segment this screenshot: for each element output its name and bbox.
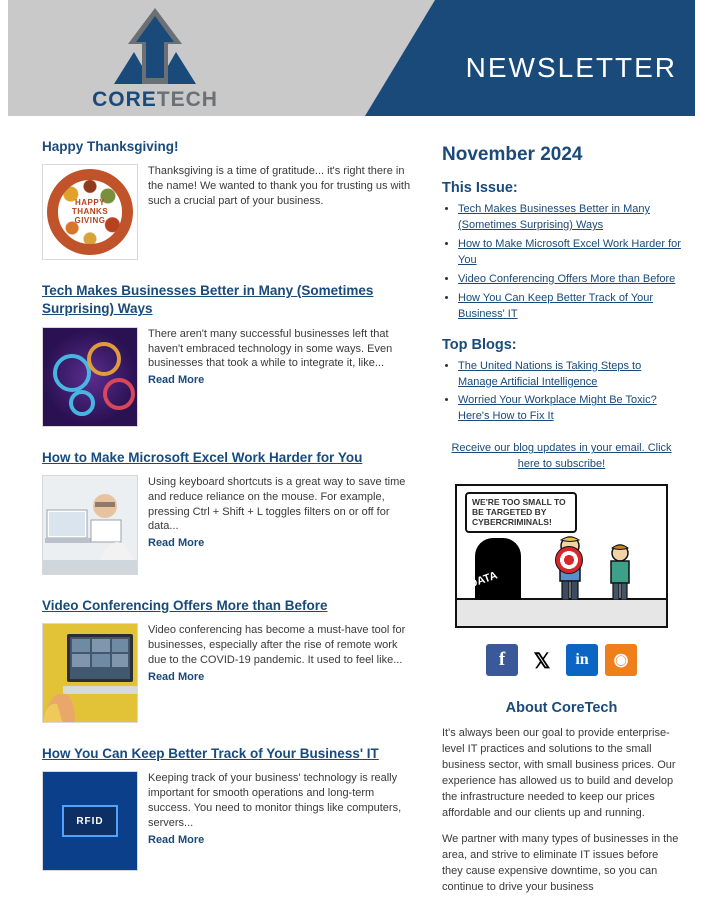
this-issue-link[interactable]: Video Conferencing Offers More than Before (458, 272, 676, 285)
list-item[interactable] (458, 272, 681, 288)
top-blogs-heading: Top Blogs: (442, 336, 517, 353)
list-item[interactable] (458, 237, 681, 269)
thumbnail-caption: HAPPY THANKS GIVING (71, 198, 109, 225)
top-blog-link[interactable]: The United Nations is Taking Steps to Manage Artificial Intelligence (458, 359, 642, 388)
article-thumbnail (42, 327, 138, 427)
article-body (42, 475, 412, 575)
article-body (42, 327, 412, 427)
banner-title: NEWSLETTER (465, 52, 677, 83)
this-issue-list (458, 202, 681, 323)
logo-core-text: CORE (92, 88, 157, 111)
article-excerpt-text: Thanksgiving is a time of gratitude... it's right there in the name! We wanted to thank you for trusting us with such a crucial part of your business. (148, 165, 411, 207)
article-body (42, 164, 412, 260)
article-body (42, 623, 412, 723)
article-track-it (42, 745, 412, 871)
article-title[interactable]: Happy Thanksgiving! (42, 139, 179, 154)
article-tech-makes-businesses-better (42, 282, 412, 426)
linkedin-icon[interactable]: in (566, 644, 598, 676)
cartoon-speech-bubble: WE'RE TOO SMALL TO BE TARGETED BY CYBERCRIMINALS! (465, 492, 577, 533)
social-links (442, 644, 681, 678)
cartoon-image (455, 484, 668, 628)
thanksgiving-wreath-icon (47, 169, 133, 255)
about-paragraph: It's always been our goal to provide enterprise-level IT practices and solutions to the small business sector, with small business prices. Our experience has allowed us to build and develop the infrastructure needed to keep our prices affordable and our clients up and running. (442, 727, 676, 819)
list-item[interactable] (458, 359, 681, 391)
article-excerpt-text: Using keyboard shortcuts is a great way to save time and reduce reliance on the mouse. For example, pressing Ctrl + Shift + L toggles filters on or off for data... (148, 475, 406, 533)
read-more-link[interactable]: Read More (148, 537, 205, 550)
logo-wordmark (60, 88, 250, 112)
newsletter-header (8, 0, 695, 116)
cartoon-target-icon (555, 546, 583, 574)
article-excerpt-text: Keeping track of your business' technology is really important for smooth operations and long-term success. You need to monitor things like computers, servers... (148, 772, 402, 829)
article-excerpt-text: There aren't many successful businesses left that haven't embraced technology in some ways. Even businesses that took a while to integrate it, like... (148, 327, 393, 370)
read-more-link[interactable]: Read More (148, 374, 205, 387)
list-item[interactable] (458, 202, 681, 234)
article-thumbnail (42, 475, 138, 575)
article-thumbnail (42, 623, 138, 723)
logo-tech-text: TECH (156, 88, 218, 111)
rss-icon[interactable]: ◉ (605, 644, 637, 676)
office-worker-photo (43, 476, 138, 575)
article-body (42, 771, 412, 871)
list-item[interactable] (458, 291, 681, 323)
coretech-arrow-icon (112, 8, 198, 84)
article-title[interactable]: How to Make Microsoft Excel Work Harder for You (42, 449, 363, 465)
article-excerpt-text: Video conferencing has become a must-have tool for businesses, especially after the rise of remote work due to the COVID-19 pandemic. It used to feel like... (148, 624, 406, 666)
video-call-photo (43, 624, 138, 723)
article-thumbnail (42, 771, 138, 871)
about-paragraph: We partner with many types of businesses in the area, and strive to eliminate IT issues before they cause expensive downtime, so you can continue to drive your business (442, 832, 679, 893)
article-excerpt (148, 327, 412, 388)
article-excerpt (148, 771, 412, 847)
newsletter-body (8, 116, 695, 905)
article-title[interactable]: How You Can Keep Better Track of Your Business' IT (42, 746, 379, 762)
subscribe-link[interactable]: Receive our blog updates in your email. Click here to subscribe! (451, 442, 672, 470)
this-issue-link[interactable]: How to Make Microsoft Excel Work Harder for You (458, 237, 681, 266)
read-more-link[interactable]: Read More (148, 833, 205, 846)
x-twitter-icon[interactable]: 𝕏 (525, 644, 559, 678)
article-excerpt (148, 623, 412, 684)
read-more-link[interactable]: Read More (148, 670, 205, 683)
article-excel (42, 449, 412, 575)
facebook-icon[interactable]: f (486, 644, 518, 676)
this-issue-link[interactable]: How You Can Keep Better Track of Your Business' IT (458, 291, 654, 320)
cartoon-ground (457, 598, 666, 626)
this-issue-heading: This Issue: (442, 180, 518, 196)
issue-month: November 2024 (442, 144, 583, 165)
this-issue-link[interactable]: Tech Makes Businesses Better in Many (Sometimes Surprising) Ways (458, 203, 650, 231)
sidebar-column (428, 116, 695, 905)
cartoon-person-b (605, 544, 635, 600)
thumbnail-caption: RFID (62, 805, 118, 837)
article-excerpt (148, 164, 412, 209)
article-video-conferencing (42, 597, 412, 723)
list-item[interactable] (458, 393, 681, 425)
articles-column (8, 116, 428, 905)
cartoon-data-bag-label: DATA (467, 569, 500, 591)
article-thanksgiving (42, 138, 412, 260)
top-blogs-list (458, 359, 681, 426)
about-heading: About CoreTech (505, 700, 618, 717)
article-title[interactable]: Tech Makes Businesses Better in Many (Sometimes Surprising) Ways (42, 283, 374, 317)
article-thumbnail (42, 164, 138, 260)
coretech-logo (60, 6, 250, 112)
article-excerpt (148, 475, 412, 551)
cartoon-thief (475, 538, 521, 600)
article-title[interactable]: Video Conferencing Offers More than Before (42, 597, 328, 613)
top-blog-link[interactable]: Worried Your Workplace Might Be Toxic? Here's How to Fix It (458, 394, 657, 423)
